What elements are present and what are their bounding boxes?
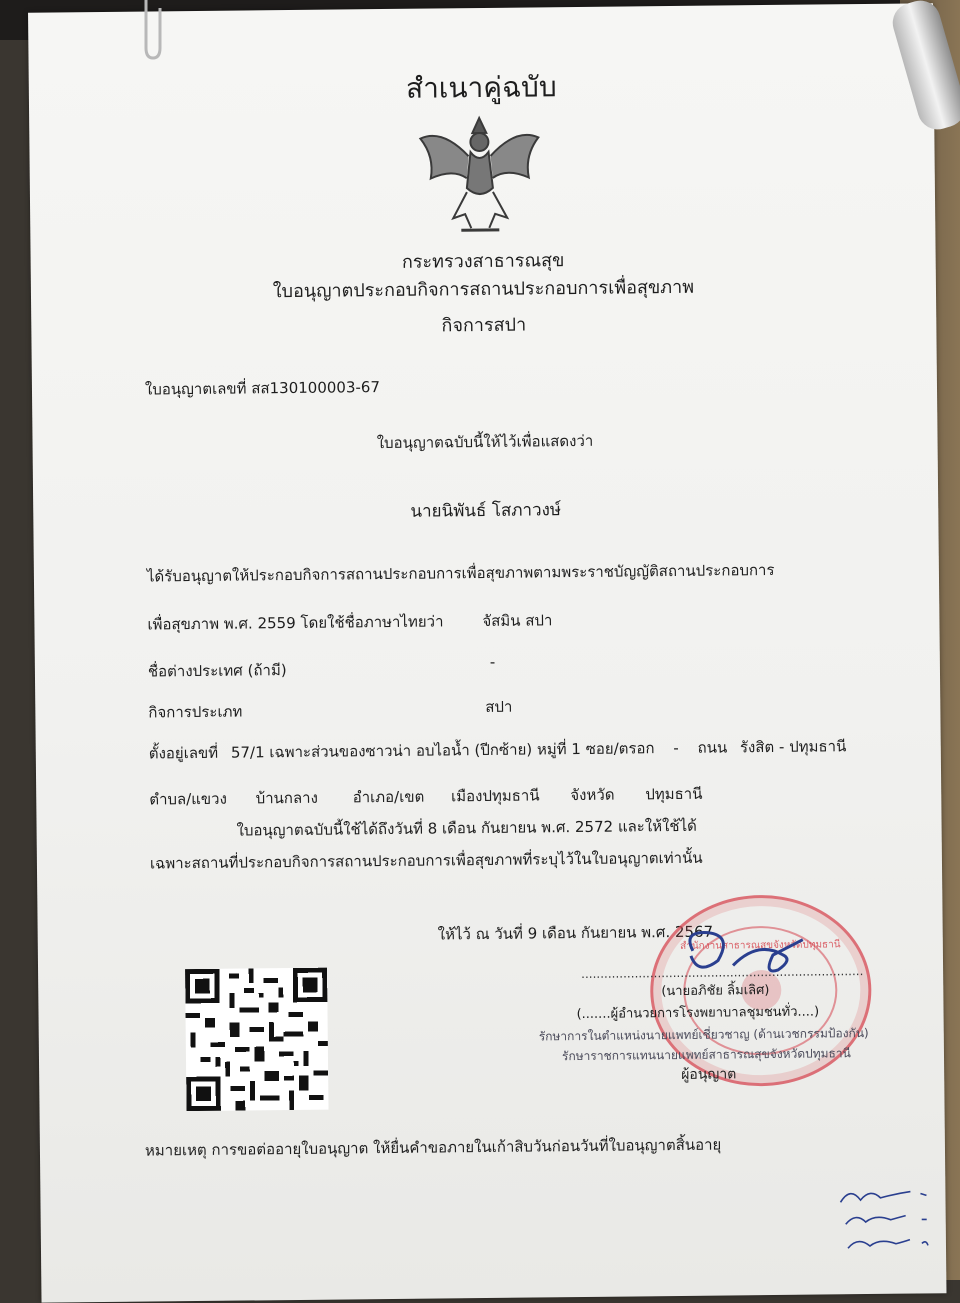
ministry-title: กระทรวงสาธารณสุข — [401, 250, 565, 273]
permit-line-1: ได้รับอนุญาตให้ประกอบกิจการสถานประกอบการเพื่อสุขภาพตามพระราชบัญญัติสถานประกอบการ — [146, 560, 775, 586]
license-document — [28, 3, 946, 1302]
certify-text: ใบอนุญาตฉบับนี้ให้ไว้เพื่อแสดงว่า — [376, 431, 594, 453]
scope-line: เฉพาะสถานที่ประกอบกิจการสถานประกอบการเพื่อสุขภาพที่ระบุไว้ในใบอนุญาตเท่านั้น — [149, 848, 703, 873]
license-type-title: ใบอนุญาตประกอบกิจการสถานประกอบการเพื่อสุขภาพ — [272, 276, 695, 303]
license-number-row — [145, 375, 380, 401]
thai-business-name: จัสมิน สปา — [482, 611, 553, 631]
stamp-text: สำนักงานสาธารณสุขจังหวัดปทุมธานี — [680, 939, 841, 952]
soi-value: - — [673, 738, 679, 758]
licensee-name: นายนิพันธ์ โสภาวงษ์ — [410, 500, 562, 522]
garuda-emblem-icon — [412, 107, 548, 238]
province-value: ปทุมธานี — [645, 784, 703, 804]
district-label: อำเภอ/เขต — [352, 787, 425, 807]
paperclip-icon — [138, 0, 168, 62]
footnote: หมายเหตุ การขอต่ออายุใบอนุญาต ให้ยื่นคำขอภายในเก้าสิบวันก่อนวันที่ใบอนุญาตสิ้นอายุ — [144, 1135, 722, 1160]
district-value: เมืองปทุมธานี — [450, 786, 540, 806]
province-label: จังหวัด — [570, 785, 615, 805]
business-category-title: กิจการสปา — [441, 314, 527, 337]
road-value: รังสิต - ปทุมธานี — [739, 737, 847, 757]
validity-line: ใบอนุญาตฉบับนี้ใช้ได้ถึงวันที่ 8 เดือน กันยายน พ.ศ. 2572 และให้ใช้ได้ — [236, 816, 697, 840]
address-number: 57/1 เฉพาะส่วนของซาวน่า อบไอน้ำ (ปีกซ้าย) หมู่ที่ 1 ซอย/ตรอก — [230, 739, 655, 762]
copy-mark: สำเนาคู่ฉบับ — [405, 70, 557, 105]
address-row — [149, 734, 847, 765]
qr-code-icon — [185, 968, 328, 1111]
category-label: กิจการประเภท — [148, 702, 243, 722]
license-number: สส130100003-67 — [251, 378, 381, 398]
road-label: ถนน — [697, 738, 728, 757]
subdistrict-value: บ้านกลาง — [255, 788, 318, 808]
location-row — [149, 782, 702, 812]
address-label: ตั้งอยู่เลขที่ — [148, 743, 219, 763]
category-value: สปา — [485, 697, 513, 716]
acting-line-1: รักษาการในตำแหน่งนายแพทย์เชี่ยวชาญ (ด้านเวชกรรมป้องกัน) — [538, 1025, 869, 1044]
acting-line-2: รักษาราชการแทนนายแพทย์สาธารณสุขจังหวัดปทุมธานี — [561, 1046, 851, 1064]
foreign-name-value: - — [489, 652, 496, 671]
license-number-label: ใบอนุญาตเลขที่ — [144, 379, 247, 399]
authority-label: ผู้อนุญาต — [681, 1066, 737, 1083]
permit-line-2-label: เพื่อสุขภาพ พ.ศ. 2559 โดยใช้ชื่อภาษาไทยว่า — [147, 612, 444, 634]
signature-line: .......................................................................... — [581, 964, 864, 981]
subdistrict-label: ตำบล/แขวง — [149, 789, 227, 809]
signer-name: (นายอภิชัย ลิ้มเลิศ) — [661, 983, 770, 1000]
issued-date: ให้ไว้ ณ วันที่ 9 เดือน กันยายน พ.ศ. 2567 — [437, 922, 714, 944]
signer-position: (.......ผู้อำนวยการโรงพยาบาลชุมชนทั่ว....) — [576, 1004, 820, 1023]
handwritten-initials-icon — [835, 1183, 936, 1264]
foreign-name-label: ชื่อต่างประเทศ (ถ้ามี) — [147, 661, 287, 681]
